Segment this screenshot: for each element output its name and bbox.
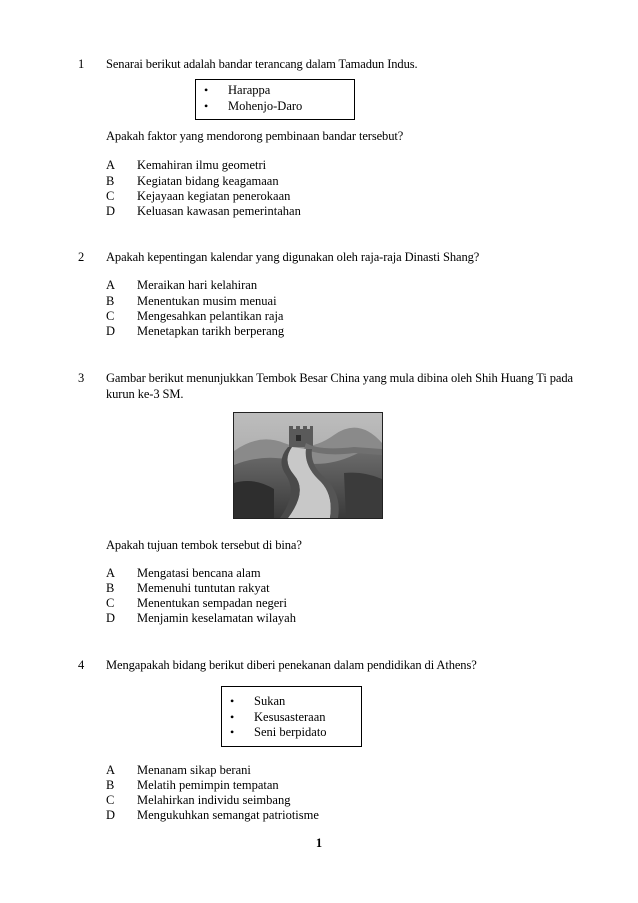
- question-2-option-c[interactable]: C Mengesahkan pelantikan raja: [106, 309, 284, 323]
- question-1-prompt: Apakah faktor yang mendorong pembinaan bandar tersebut?: [106, 129, 404, 143]
- question-2-option-d[interactable]: D Menetapkan tarikh berperang: [106, 324, 285, 338]
- question-4-option-c[interactable]: C Melahirkan individu seimbang: [106, 793, 291, 807]
- bullet-icon: •: [230, 725, 235, 739]
- question-2-option-b[interactable]: B Menentukan musim menuai: [106, 294, 277, 308]
- great-wall-photo: [233, 412, 383, 519]
- question-4-option-b[interactable]: B Melatih pemimpin tempatan: [106, 778, 279, 792]
- question-1-option-a[interactable]: A Kemahiran ilmu geometri: [106, 158, 267, 172]
- list-item: • Mohenjo-Daro: [204, 98, 303, 113]
- question-3-stem: Gambar berikut menunjukkan Tembok Besar China yang mula dibina oleh Shih Huang Ti pada kurun ke-3 SM.: [106, 371, 573, 401]
- question-4-option-d[interactable]: D Mengukuhkan semangat patriotisme: [106, 808, 319, 822]
- list-item: • Seni berpidato: [230, 725, 327, 739]
- question-2-number: 2: [78, 250, 85, 264]
- question-3-option-c[interactable]: C Menentukan sempadan negeri: [106, 596, 287, 610]
- question-2-option-a[interactable]: A Meraikan hari kelahiran: [106, 278, 258, 292]
- list-item: • Sukan: [230, 694, 286, 708]
- question-4-number: 4: [78, 658, 85, 672]
- question-1-option-c[interactable]: C Kejayaan kegiatan penerokaan: [106, 189, 291, 203]
- question-1-number: 1: [78, 57, 85, 71]
- question-1-stem: Senarai berikut adalah bandar terancang dalam Tamadun Indus.: [106, 57, 418, 71]
- question-3-option-b[interactable]: B Memenuhi tuntutan rakyat: [106, 581, 270, 595]
- question-3-prompt: Apakah tujuan tembok tersebut di bina?: [106, 538, 302, 552]
- question-3-option-a[interactable]: A Mengatasi bencana alam: [106, 566, 261, 580]
- question-1-list-box: [195, 79, 355, 120]
- question-4-list-box: [221, 686, 362, 747]
- question-1-option-d[interactable]: D Keluasan kawasan pemerintahan: [106, 204, 301, 218]
- bullet-icon: •: [230, 694, 235, 708]
- question-3-option-d[interactable]: D Menjamin keselamatan wilayah: [106, 611, 296, 625]
- list-item: • Harappa: [204, 83, 271, 97]
- bullet-icon: •: [230, 709, 235, 724]
- great-wall-image: [234, 413, 382, 518]
- question-4-stem: Mengapakah bidang berikut diberi penekanan dalam pendidikan di Athens?: [106, 658, 477, 672]
- list-item: • Kesusasteraan: [230, 709, 326, 724]
- bullet-icon: •: [204, 98, 209, 113]
- question-2-stem: Apakah kepentingan kalendar yang digunakan oleh raja-raja Dinasti Shang?: [106, 250, 480, 264]
- question-3-number: 3: [78, 371, 85, 385]
- question-1-option-b[interactable]: B Kegiatan bidang keagamaan: [106, 174, 279, 188]
- bullet-icon: •: [204, 83, 209, 97]
- question-4-option-a[interactable]: A Menanam sikap berani: [106, 763, 251, 777]
- page-number: 1: [315, 836, 323, 850]
